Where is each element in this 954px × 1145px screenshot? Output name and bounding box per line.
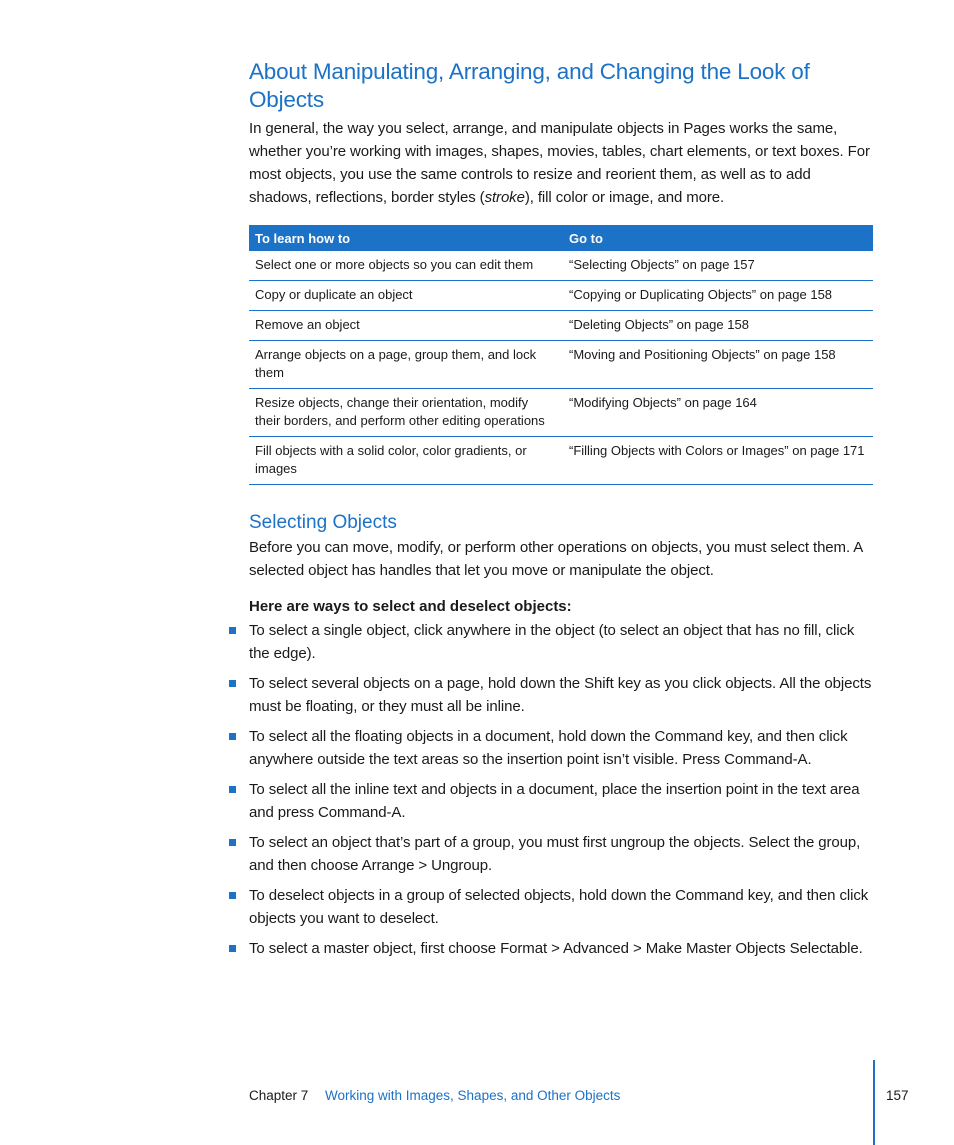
table-row	[249, 341, 873, 389]
list-item-text: To select all the inline text and objects in a document, place the insertion point in the text area and press Command-A.	[249, 781, 860, 821]
table-cell-link[interactable]: “Copying or Duplicating Objects” on page 158	[563, 281, 873, 311]
table-cell-link[interactable]: “Deleting Objects” on page 158	[563, 311, 873, 341]
list-item-text: To select a master object, first choose Format > Advanced > Make Master Objects Selectable.	[249, 940, 863, 957]
page-content	[249, 58, 873, 967]
table-row	[249, 281, 873, 311]
page-title: About Manipulating, Arranging, and Changing the Look of Objects	[249, 59, 810, 112]
square-bullet-icon	[229, 786, 236, 793]
list-item-text: To select a single object, click anywhere in the object (to select an object that has no fill, click the edge).	[249, 622, 855, 662]
table-cell-link[interactable]: “Selecting Objects” on page 157	[563, 251, 873, 281]
square-bullet-icon	[229, 627, 236, 634]
list-item	[249, 937, 873, 960]
intro-paragraph	[249, 117, 873, 209]
list-item-text: To select all the floating objects in a document, hold down the Command key, and then click anywhere outside the text areas so the insertion point isn’t visible. Press Command-A.	[249, 728, 848, 768]
section-paragraph: Before you can move, modify, or perform other operations on objects, you must select them. A selected object has handles that let you move or manipulate the object.	[249, 539, 863, 579]
footer-divider	[873, 1060, 875, 1145]
table-row	[249, 437, 873, 485]
list-item-text: To deselect objects in a group of selected objects, hold down the Command key, and then click objects you want to deselect.	[249, 887, 869, 927]
list-item-text: To select several objects on a page, hold down the Shift key as you click objects. All the objects must be floating, or they must all be inline.	[249, 675, 872, 715]
table-cell-link[interactable]: “Moving and Positioning Objects” on page 158	[563, 341, 873, 389]
list-item-text: To select an object that’s part of a group, you must first ungroup the objects. Select the group, and then choose Arrange > Ungroup.	[249, 834, 861, 874]
intro-text-start: In general, the way you select, arrange, and manipulate objects in Pages works the same, whether you’re working with images, shapes, movies, tables, chart elements, or text boxes. For most objects, you use the same controls to resize and reorient them, as well as to add shadows, reflections, border styles (	[249, 120, 870, 206]
table-cell-task: Remove an object	[249, 311, 563, 341]
table-header-learn: To learn how to	[249, 225, 563, 251]
table-row	[249, 251, 873, 281]
table-cell-task: Fill objects with a solid color, color gradients, or images	[249, 437, 563, 485]
section-heading: Selecting Objects	[249, 512, 397, 533]
table-cell-task: Select one or more objects so you can edit them	[249, 251, 563, 281]
square-bullet-icon	[229, 839, 236, 846]
page-number: 157	[886, 1088, 909, 1103]
square-bullet-icon	[229, 680, 236, 687]
footer-chapter-label: Chapter 7	[249, 1088, 309, 1103]
table-header-goto: Go to	[563, 225, 873, 251]
square-bullet-icon	[229, 892, 236, 899]
table-row	[249, 311, 873, 341]
list-item	[249, 778, 873, 824]
intro-text-end: ), fill color or image, and more.	[524, 189, 725, 206]
footer-chapter-title[interactable]: Working with Images, Shapes, and Other Objects	[325, 1088, 621, 1103]
square-bullet-icon	[229, 945, 236, 952]
table-cell-link[interactable]: “Modifying Objects” on page 164	[563, 389, 873, 437]
table-cell-task: Resize objects, change their orientation, modify their borders, and perform other editing operations	[249, 389, 563, 437]
selection-tips-list	[249, 619, 873, 960]
table-cell-link[interactable]: “Filling Objects with Colors or Images” on page 171	[563, 437, 873, 485]
table-cell-task: Arrange objects on a page, group them, and lock them	[249, 341, 563, 389]
table-cell-task: Copy or duplicate an object	[249, 281, 563, 311]
list-item	[249, 672, 873, 718]
list-item	[249, 831, 873, 877]
square-bullet-icon	[229, 733, 236, 740]
list-item	[249, 725, 873, 771]
topic-table	[249, 225, 873, 485]
table-row	[249, 389, 873, 437]
list-lead-in: Here are ways to select and deselect objects:	[249, 598, 572, 615]
intro-italic-term: stroke	[484, 189, 525, 206]
list-item	[249, 884, 873, 930]
list-item	[249, 619, 873, 665]
table-header-row	[249, 225, 873, 251]
